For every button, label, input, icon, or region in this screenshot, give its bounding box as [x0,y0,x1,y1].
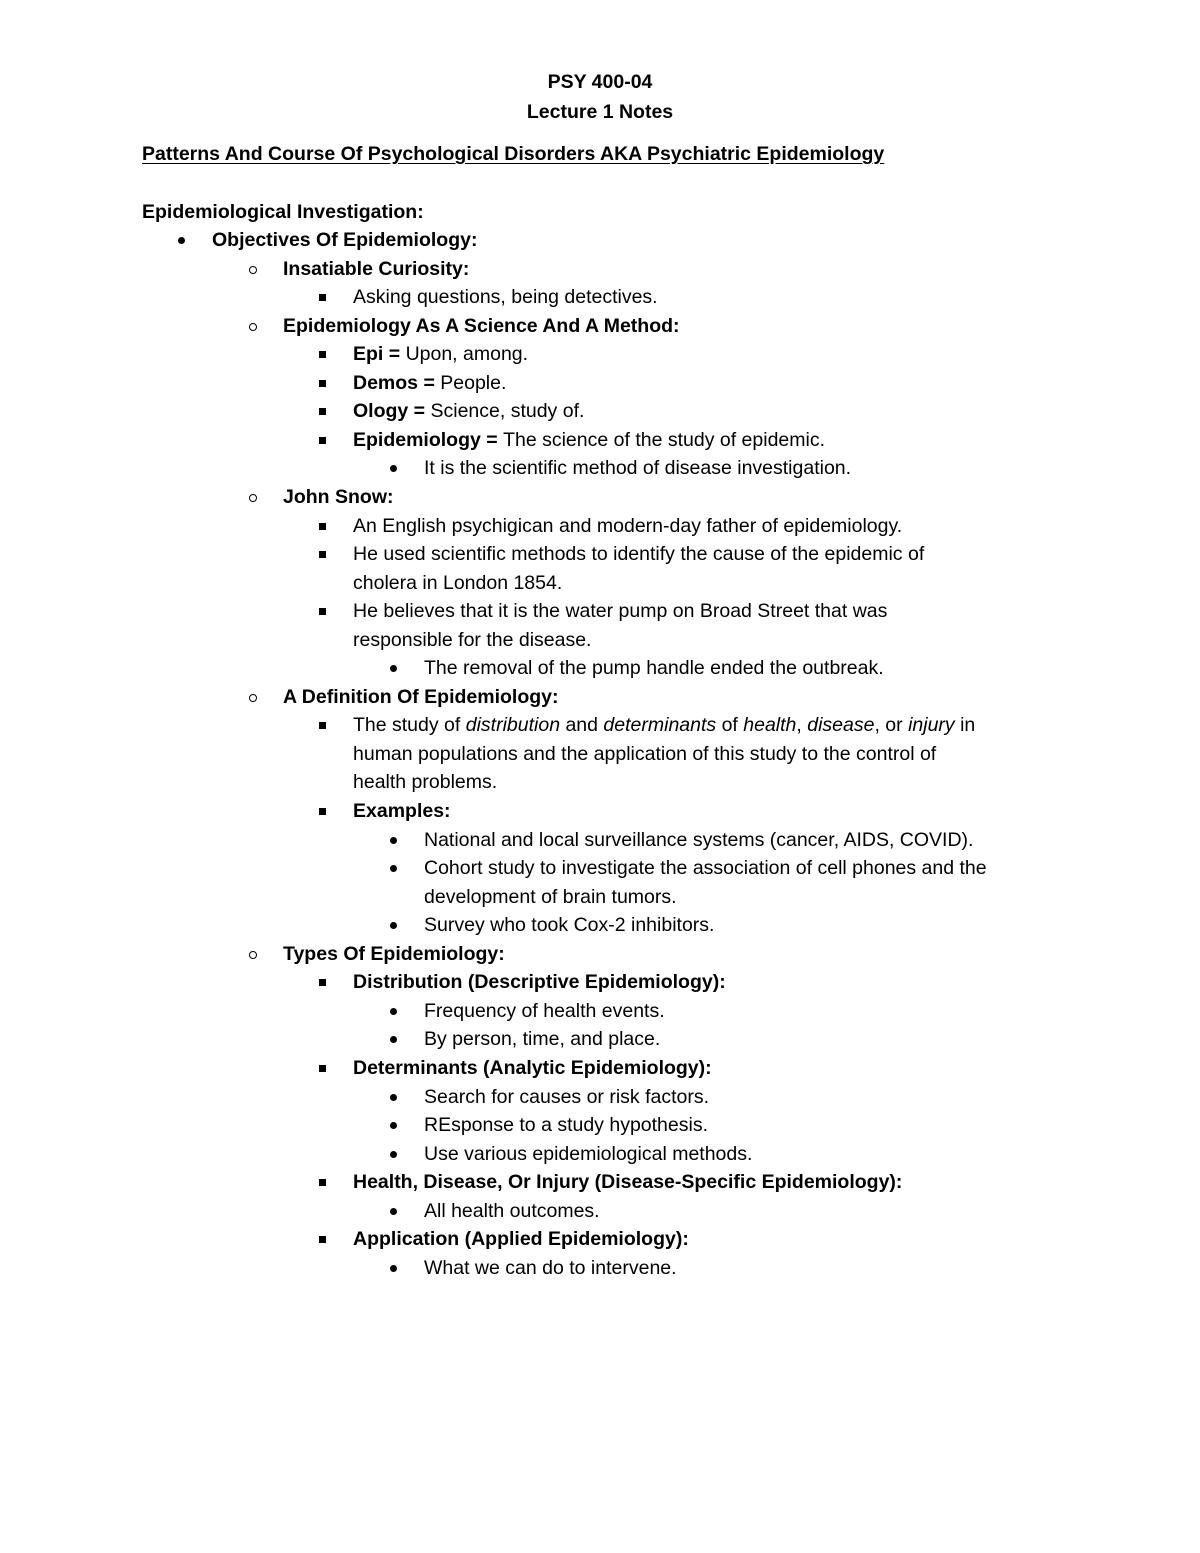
line-text-segment: John Snow: [283,485,394,508]
line-text-segment: distribution [465,714,561,737]
line-text-segment: REsponse to a study hypothesis. [424,1114,708,1137]
square-bullet-icon [319,294,326,301]
outline-line-level-4 [424,828,973,852]
line-text-segment: Ology = [353,400,431,423]
square-bullet-icon [319,408,326,415]
line-text-segment: The study of [353,714,466,737]
square-bullet-icon [319,551,326,558]
line-text-segment: Types Of Epidemiology: [283,942,505,965]
line-text-segment: What we can do to intervene. [424,1256,677,1279]
outline-line-level-3 [353,742,936,766]
line-text-segment: Use various epidemiological methods. [424,1142,753,1165]
line-text-segment: of [716,714,744,737]
outline-line-level-2 [283,314,680,338]
square-bullet-icon [319,979,326,986]
outline-line-level-3 [353,371,506,395]
line-text-segment: Survey who took Cox-2 inhibitors. [424,914,715,937]
outline-line-level-4 [424,885,677,909]
line-text-segment: The removal of the pump handle ended the outbreak. [424,657,884,680]
line-text-segment: Application (Applied Epidemiology): [353,1228,689,1251]
outline-line-level-4 [424,656,884,680]
outline-line-level-3 [353,770,497,794]
square-bullet-icon [319,351,326,358]
line-text-segment: Cohort study to investigate the association of cell phones and the [424,857,987,880]
outline-line-level-4 [424,456,851,480]
line-text-segment: Determinants (Analytic Epidemiology): [353,1056,712,1079]
square-bullet-icon [319,1236,326,1243]
outline-line-level-3 [353,571,562,595]
hollow-circle-bullet-icon [249,694,257,702]
topic-heading: Patterns And Course Of Psychological Disorders AKA Psychiatric Epidemiology [142,143,885,165]
outline-line-level-1 [212,228,477,252]
line-text-segment: Epidemiology As A Science And A Method: [283,314,680,337]
outline-line-level-4 [424,856,987,880]
filled-dot-bullet-icon [390,465,397,472]
line-text-segment: Health, Disease, Or Injury (Disease-Specific Epidemiology): [353,1171,903,1194]
line-text-segment: Upon, among. [405,343,529,366]
line-text-segment: development of brain tumors. [424,885,677,908]
line-text-segment: cholera in London 1854. [353,571,563,594]
line-text-segment: An English psychigican and modern-day father of epidemiology. [353,514,903,537]
line-text-segment: human populations and the application of this study to the control of [353,742,937,765]
line-text-segment: Objectives Of Epidemiology: [212,229,478,251]
outline-line-level-4 [424,1027,660,1051]
outline-line-level-3 [353,799,451,823]
line-text-segment: injury [908,714,955,737]
outline-line-level-3 [353,399,584,423]
outline-line-level-3 [353,713,975,737]
outline-line-level-2 [283,685,559,709]
line-text-segment: It is the scientific method of disease investigation. [424,457,852,480]
outline-line-level-3 [353,1170,902,1194]
hollow-circle-bullet-icon [249,951,257,959]
hollow-circle-bullet-icon [249,266,257,274]
outline-line-level-3 [353,342,528,366]
line-text-segment: By person, time, and place. [424,1028,661,1051]
filled-dot-bullet-icon [390,865,397,872]
square-bullet-icon [319,808,326,815]
line-text-segment: Insatiable Curiosity: [283,257,470,280]
outline-line-level-4 [424,1085,709,1109]
filled-dot-bullet-icon [390,1265,397,1272]
outline-line-level-3 [353,628,591,652]
line-text-segment: Examples: [353,800,451,822]
square-bullet-icon [319,437,326,444]
filled-dot-bullet-icon [390,1122,397,1129]
filled-dot-bullet-icon [390,922,397,929]
lecture-title: Lecture 1 Notes [526,101,674,123]
line-text-segment: He used scientific methods to identify the cause of the epidemic of [353,543,925,566]
line-text-segment: He believes that it is the water pump on Broad Street that was [353,600,888,623]
course-title: PSY 400-04 [547,71,653,93]
line-text-segment: Science, study of. [430,400,585,423]
line-text-segment: determinants [603,714,717,737]
outline-line-level-2 [283,485,394,509]
filled-dot-bullet-icon [178,237,185,244]
line-text-segment: health problems. [353,771,498,794]
line-text-segment: A Definition Of Epidemiology: [283,685,559,708]
line-text-segment: Frequency of health events. [424,999,665,1022]
section-heading: Epidemiological Investigation: [142,201,424,223]
square-bullet-icon [319,1065,326,1072]
outline-line-level-4 [424,1142,752,1166]
filled-dot-bullet-icon [390,665,397,672]
line-text-segment: disease [807,714,875,737]
line-text-segment: All health outcomes. [424,1199,600,1222]
square-bullet-icon [319,523,326,530]
line-text-segment: Epidemiology = [353,428,504,451]
line-text-segment: National and local surveillance systems (cancer, AIDS, COVID). [424,828,974,851]
filled-dot-bullet-icon [390,1094,397,1101]
outline-line-level-4 [424,1113,708,1137]
square-bullet-icon [319,722,326,729]
line-text-segment: and [560,714,604,737]
outline-line-level-3 [353,514,902,538]
outline-line-level-3 [353,285,658,309]
square-bullet-icon [319,1179,326,1186]
filled-dot-bullet-icon [390,1208,397,1215]
line-text-segment: Distribution (Descriptive Epidemiology): [353,971,726,994]
outline-line-level-3 [353,1227,689,1251]
line-text-segment: Demos = [353,371,441,394]
line-text-segment: in [954,714,976,737]
filled-dot-bullet-icon [390,1151,397,1158]
line-text-segment: People. [440,371,507,394]
outline-line-level-2 [283,257,469,281]
hollow-circle-bullet-icon [249,323,257,331]
outline-line-level-4 [424,913,714,937]
line-text-segment: responsible for the disease. [353,628,592,651]
hollow-circle-bullet-icon [249,494,257,502]
outline-line-level-3 [353,1056,712,1080]
line-text-segment: The science of the study of epidemic. [503,428,825,451]
line-text-segment: Search for causes or risk factors. [424,1085,710,1108]
filled-dot-bullet-icon [390,1036,397,1043]
outline-line-level-3 [353,599,887,623]
outline-line-level-4 [424,1256,677,1280]
line-text-segment: health [743,714,797,737]
outline-line-level-2 [283,942,505,966]
outline-line-level-3 [353,428,825,452]
line-text-segment: , [796,714,808,737]
line-text-segment: Epi = [353,343,406,366]
outline-line-level-3 [353,542,924,566]
outline-line-level-4 [424,1199,600,1223]
line-text-segment: Asking questions, being detectives. [353,286,658,309]
square-bullet-icon [319,608,326,615]
square-bullet-icon [319,380,326,387]
filled-dot-bullet-icon [390,1008,397,1015]
line-text-segment: , or [874,714,909,737]
filled-dot-bullet-icon [390,837,397,844]
outline-line-level-3 [353,970,726,994]
outline-line-level-4 [424,999,665,1023]
